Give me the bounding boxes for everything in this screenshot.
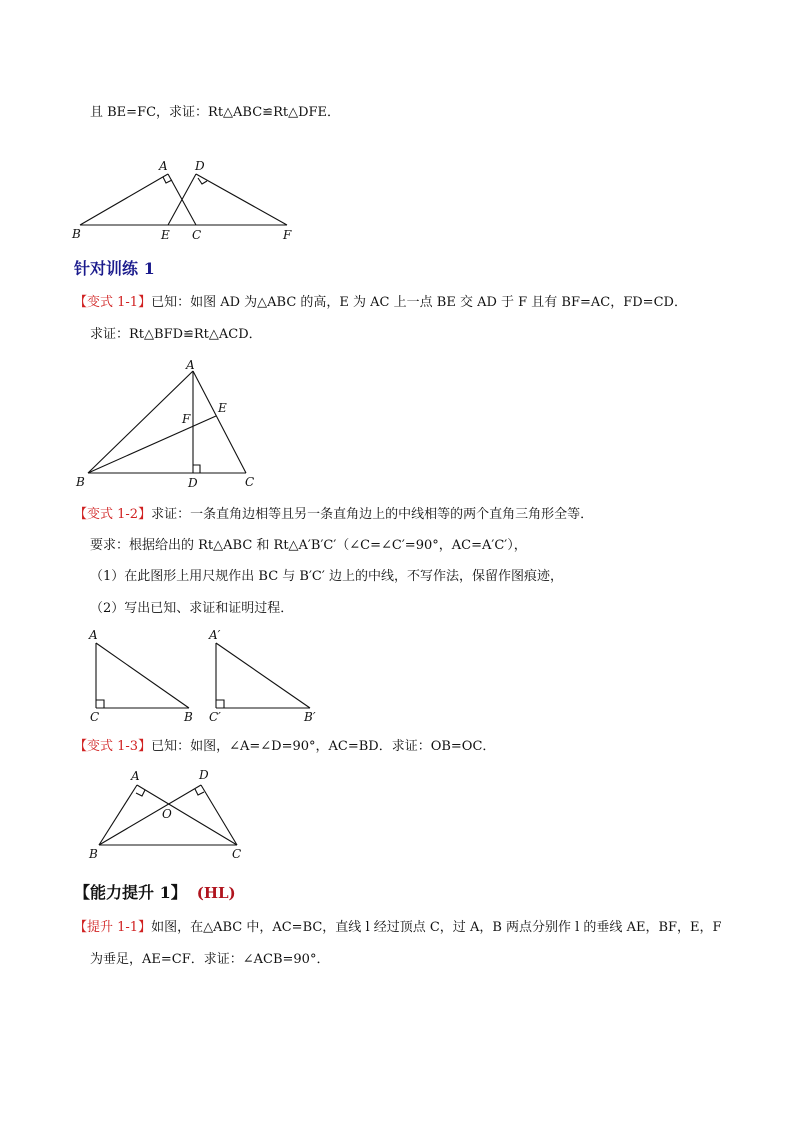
fig3-label-a: A bbox=[89, 628, 98, 642]
fig3-label-a-prime: A′ bbox=[209, 628, 221, 642]
problem-tail-text: 且 BE=FC，求证：Rt△ABC≌Rt△DFE． bbox=[90, 105, 341, 120]
fig2-label-f: F bbox=[182, 412, 191, 426]
variant-1-2-tag: 【变式 1-2】 bbox=[74, 507, 152, 522]
fig3-label-b-prime: B′ bbox=[304, 710, 316, 724]
section-title-ability-text: 【能力提升 1】 bbox=[74, 883, 187, 902]
fig1-label-d: D bbox=[195, 159, 205, 173]
variant-1-1-tag: 【变式 1-1】 bbox=[74, 295, 152, 310]
variant-1-3-tag: 【变式 1-3】 bbox=[74, 739, 152, 754]
fig1-label-b: B bbox=[72, 227, 81, 241]
variant-1-3-text: 已知：如图，∠A=∠D=90°，AC=BD．求证：OB=OC． bbox=[151, 739, 496, 754]
fig4-label-o: O bbox=[162, 807, 172, 821]
variant-1-2-requirement: 要求：根据给出的 Rt△ABC 和 Rt△A′B′C′（∠C=∠C′=90°，AC=A′C′）， bbox=[90, 538, 527, 553]
variant-1-1-prove: 求证：Rt△BFD≌Rt△ACD． bbox=[90, 327, 262, 342]
fig3-label-c: C bbox=[90, 710, 100, 724]
fig2-label-c: C bbox=[245, 475, 255, 489]
fig3-label-b: B bbox=[184, 710, 193, 724]
fig3-label-c-prime: C′ bbox=[209, 710, 221, 724]
fig1-label-a: A bbox=[159, 159, 168, 173]
variant-1-2-req-1: （1）在此图形上用尺规作出 BC 与 B′C′ 边上的中线，不写作法，保留作图痕迹， bbox=[90, 569, 563, 584]
section-title-ability bbox=[74, 880, 236, 903]
variant-1-2-req-2: （2）写出已知、求证和证明过程． bbox=[90, 601, 294, 616]
section-title-training: 针对训练 1 bbox=[74, 259, 155, 278]
improve-1-1-tag: 【提升 1-1】 bbox=[74, 920, 152, 935]
improve-1-1-text-2: 为垂足，AE=CF．求证：∠ACB=90°． bbox=[90, 952, 330, 967]
section-title-hl: (HL) bbox=[196, 884, 236, 902]
variant-1-2-text: 求证：一条直角边相等且另一条直角边上的中线相等的两个直角三角形全等． bbox=[151, 507, 594, 522]
fig1-label-e: E bbox=[161, 228, 170, 242]
fig4-label-d: D bbox=[199, 768, 209, 782]
fig2-label-d: D bbox=[188, 476, 198, 490]
fig2-label-a: A bbox=[186, 358, 195, 372]
fig4-label-a: A bbox=[131, 769, 140, 783]
fig2-label-e: E bbox=[218, 401, 227, 415]
variant-1-1-text: 已知：如图 AD 为△ABC 的高，E 为 AC 上一点 BE 交 AD 于 F 且有 BF=AC，FD=CD． bbox=[151, 295, 687, 310]
improve-1-1 bbox=[74, 919, 722, 937]
fig1-label-f: F bbox=[283, 228, 292, 242]
fig4-label-c: C bbox=[232, 847, 242, 861]
fig1-label-c: C bbox=[192, 228, 202, 242]
fig4-label-b: B bbox=[89, 847, 98, 861]
improve-1-1-text: 如图，在△ABC 中，AC=BC，直线 l 经过顶点 C，过 A，B 两点分别作 l 的垂线 AE，BF，E，F bbox=[151, 920, 722, 935]
fig2-label-b: B bbox=[76, 475, 85, 489]
